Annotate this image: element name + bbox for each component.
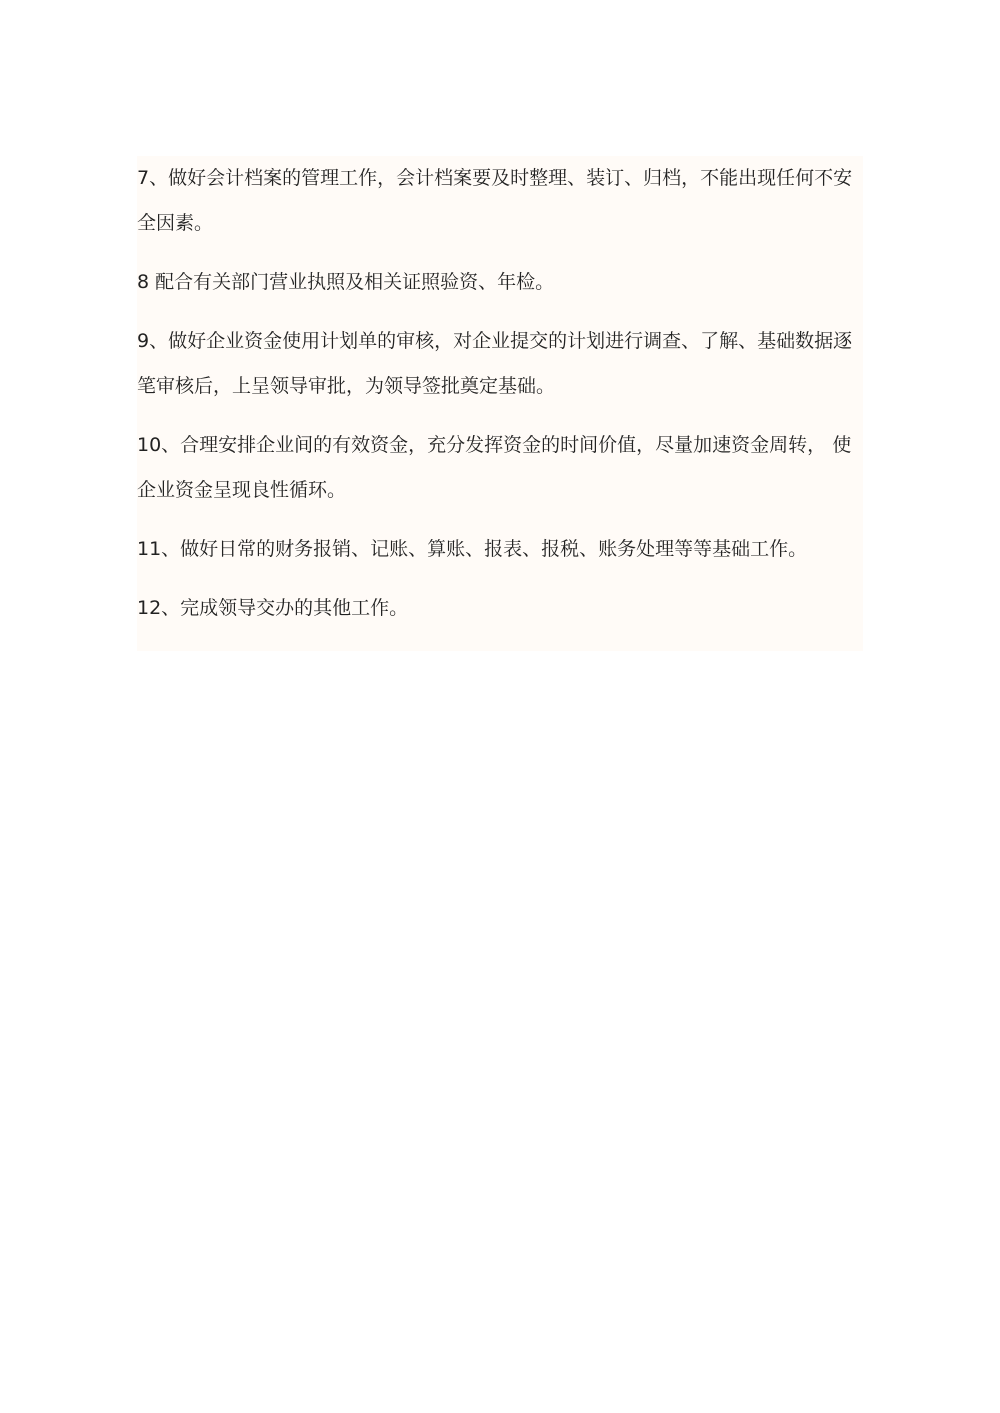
document-body: [137, 156, 863, 651]
paragraph-item-9: 9、做好企业资金使用计划单的审核，对企业提交的计划进行调查、了解、基础数据逐笔审核后，上呈领导审批，为领导签批奠定基础。: [137, 330, 853, 397]
paragraph-item-7: 7、做好会计档案的管理工作，会计档案要及时整理、装订、归档，不能出现任何不安全因素。: [137, 167, 853, 234]
paragraph-item-10: 10、合理安排企业间的有效资金，充分发挥资金的时间价值，尽量加速资金周转， 使企业资金呈现良性循环。: [137, 434, 852, 501]
paragraph-item-8: 8 配合有关部门营业执照及相关证照验资、年检。: [137, 271, 555, 293]
paragraph-item-12: 12、完成领导交办的其他工作。: [137, 597, 409, 619]
paragraph-item-11: 11、做好日常的财务报销、记账、算账、报表、报税、账务处理等等基础工作。: [137, 538, 808, 560]
